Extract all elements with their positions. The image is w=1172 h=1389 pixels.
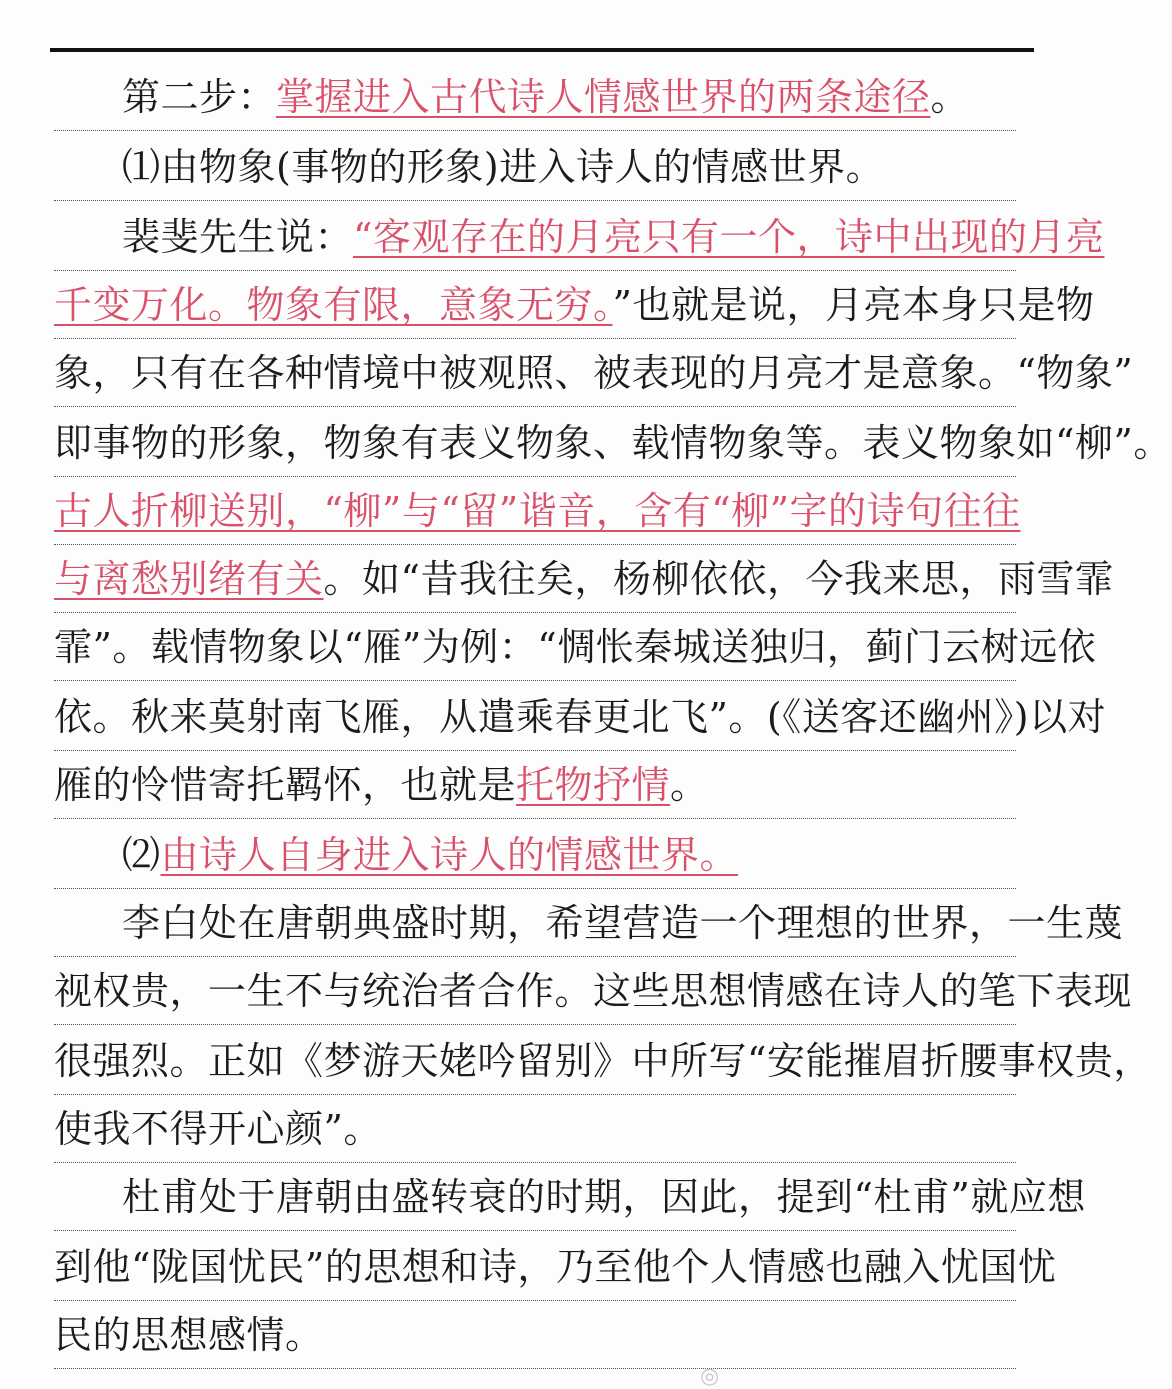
line-text: 雁的怜惜寄托羁怀，也就是 [54,763,517,807]
text-line [54,1027,1152,1095]
line-text: 杜甫处于唐朝由盛转衰的时期，因此，提到“杜甫”就应想 [122,1175,1086,1219]
text-line [54,545,1114,613]
line-text: 第二步： [122,75,277,119]
text-line [54,1233,1057,1301]
highlighted-text: 与离愁别绪有关 [54,557,324,601]
line-text: 霏”。载情物象以“雁”为例：“惆怅秦城送独归，蓟门云树远依 [54,625,1097,669]
line-text: 民的思想感情。 [54,1313,324,1357]
text-line [54,133,1016,201]
text-line [54,889,1124,957]
highlighted-text: 掌握进入古代诗人情感世界的两条途径 [276,75,931,119]
line-text: 到他“陇国忧民”的思想和诗，乃至他个人情感也融入忧国忧 [54,1245,1057,1289]
line-text: ⑵ [122,833,161,877]
text-line [54,683,1107,751]
highlighted-text: 由诗人自身进入诗人的情感世界。 [160,833,739,877]
line-text: 很强烈。正如《梦游天姥吟留别》中所写“安能摧眉折腰事权贵， [54,1039,1152,1083]
text-line [54,409,1172,477]
line-text: 象，只有在各种情境中被观照、被表现的月亮才是意象。“物象” [54,351,1134,395]
text-line [54,477,1021,545]
top-rule [50,48,1034,52]
line-text: 视权贵，一生不与统治者合作。这些思想情感在诗人的笔下表现 [54,969,1133,1013]
text-line [54,957,1133,1025]
highlighted-text: 千变万化。物象有限，意象无穷。 [54,283,613,327]
line-text: 。 [930,75,970,119]
text-line [54,271,1095,339]
line-text: 。如“昔我往矣，杨柳依依，今我来思，雨雪霏 [323,557,1114,601]
text-line [54,63,1016,131]
text-line [54,751,1016,819]
text-line [54,1301,1016,1369]
line-text: 。 [670,763,709,807]
text-line [54,203,1105,271]
highlighted-text: 古人折柳送别，“柳”与“留”谐音，含有“柳”字的诗句往往 [54,489,1021,533]
watermark: ◎ [700,1364,720,1389]
line-text: 即事物的形象，物象有表义物象、载情物象等。表义物象如“柳”。 [54,421,1172,465]
text-line [54,613,1097,681]
line-text: 使我不得开心颜”。 [54,1107,382,1151]
line-text: ⑴由物象(事物的形象)进入诗人的情感世界。 [122,145,885,189]
highlighted-text: 托物抒情 [516,763,671,807]
line-text: ”也就是说，月亮本身只是物 [612,283,1095,327]
text-line [54,1163,1086,1231]
text-line [54,1095,1016,1163]
line-text: 李白处在唐朝典盛时期，希望营造一个理想的世界，一生蔑 [122,901,1124,945]
highlighted-text: “客观存在的月亮只有一个，诗中出现的月亮 [353,215,1105,259]
text-line [54,339,1134,407]
text-line [54,821,1016,889]
line-text: 依。秋来莫射南飞雁，从遣乘春更北飞”。(《送客还幽州》)以对 [54,695,1107,739]
line-text: 裴斐先生说： [122,215,354,259]
